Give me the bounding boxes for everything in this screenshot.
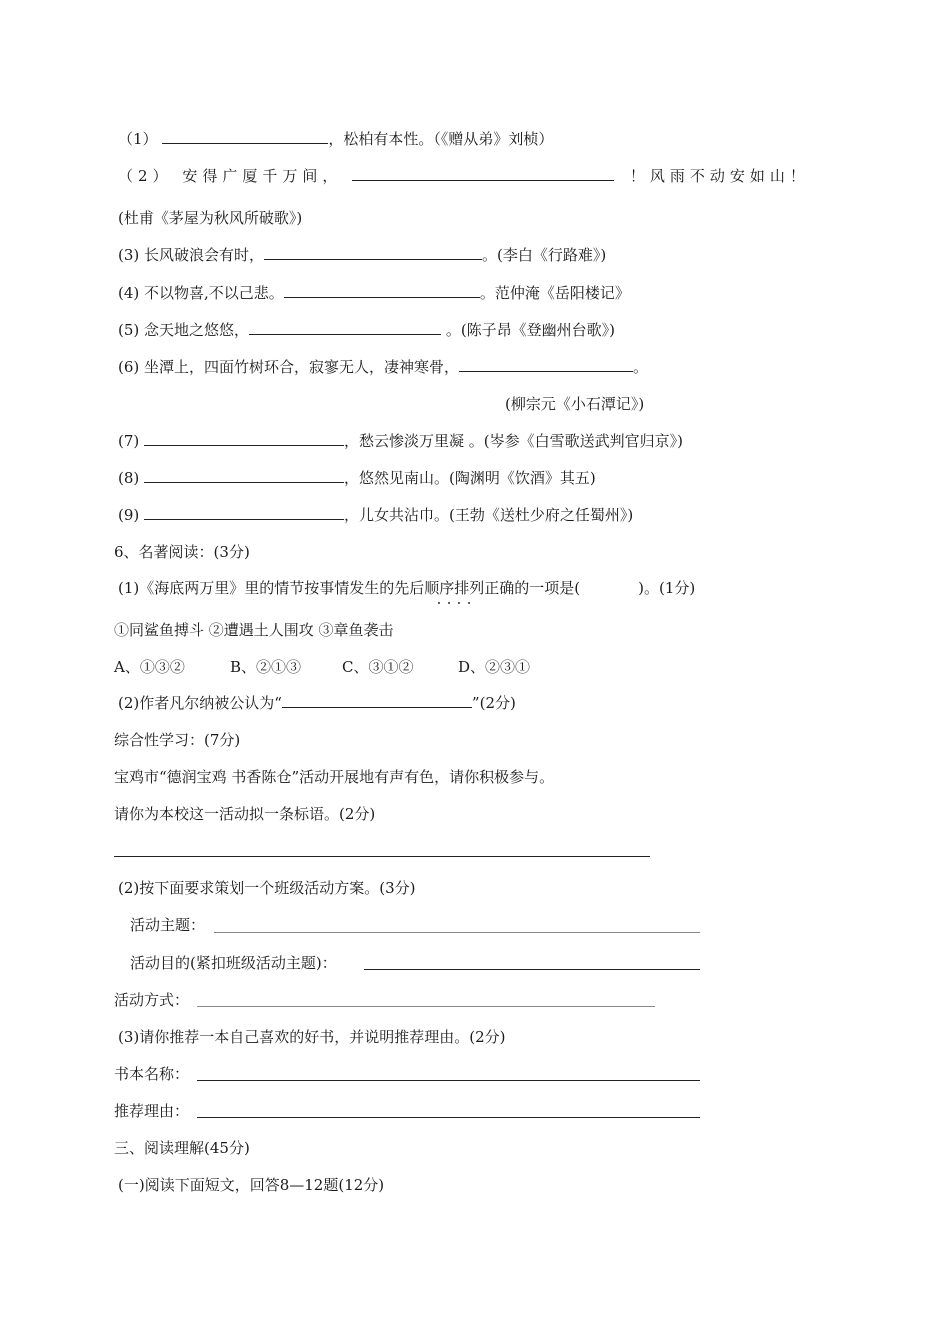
book-answer-line[interactable] — [197, 1080, 700, 1081]
poem-text: 安得广厦千万间， — [182, 167, 343, 185]
question-text: (2)作者凡尔纳被公认为“ — [118, 694, 282, 712]
answer-blank[interactable] — [144, 431, 344, 446]
answer-blank[interactable] — [144, 505, 344, 520]
poem-text: ，松柏有本性。（《赠从弟》刘桢） — [328, 130, 554, 148]
plan-prompt: (2)按下面要求策划一个班级活动方案。(3分) — [118, 879, 416, 897]
reason-answer-line[interactable] — [197, 1117, 700, 1118]
answer-blank[interactable] — [459, 357, 633, 372]
option-c[interactable]: C、③①② — [342, 658, 414, 676]
poem-line-7 — [118, 431, 683, 451]
section-3-sub: (一)阅读下面短文，回答8—12题(12分) — [118, 1176, 385, 1194]
item-number: (9) — [118, 506, 140, 524]
theme-answer-line[interactable] — [214, 932, 700, 933]
poem-text: 坐潭上，四面竹树环合，寂寥无人，凄神寒骨， — [144, 358, 460, 376]
poem-text: 长风破浪会有时， — [144, 246, 265, 264]
poem-line-3 — [118, 245, 606, 265]
recommend-prompt: (3)请你推荐一本自己喜欢的好书，并说明推荐理由。(2分) — [118, 1028, 506, 1046]
poem-text: ，儿女共沾巾。(王勃《送杜少府之任蜀州》) — [344, 506, 634, 524]
poem-line-6 — [118, 357, 648, 377]
option-b[interactable]: B、②①③ — [230, 658, 302, 676]
question-text: )。(1分) — [638, 579, 696, 597]
purpose-answer-line[interactable] — [364, 969, 700, 970]
question-text: (1)《海底两万里》里的情节按事情发生的先后顺序排列正确的一项是( — [118, 579, 581, 597]
answer-blank[interactable] — [144, 468, 344, 483]
activity-intro: 宝鸡市“德润宝鸡 书香陈仓”活动开展地有声有色，请你积极参与。 — [114, 768, 555, 786]
options-row — [114, 657, 530, 677]
question-6-1 — [118, 578, 695, 598]
poem-line-9 — [118, 505, 633, 525]
emphasis-dot — [438, 602, 440, 604]
poem-line-1 — [118, 129, 553, 149]
poem-text: 。(李白《行路难》) — [482, 246, 607, 264]
poem-text: 。(陈子昂《登幽州台歌》) — [441, 321, 616, 339]
reason-label: 推荐理由： — [114, 1102, 190, 1120]
book-label: 书本名称： — [114, 1065, 190, 1083]
item-number: (5) — [118, 321, 140, 339]
item-number: (8) — [118, 469, 140, 487]
answer-blank[interactable] — [162, 129, 328, 144]
poem-line-8 — [118, 468, 596, 488]
answer-blank[interactable] — [249, 320, 441, 335]
emphasis-dot — [448, 602, 450, 604]
answer-blank[interactable] — [264, 245, 482, 260]
poem-source: (柳宗元《小石潭记》) — [505, 395, 645, 413]
slogan-prompt: 请你为本校这一活动拟一条标语。(2分) — [114, 805, 376, 823]
poem-text: 念天地之悠悠， — [144, 321, 250, 339]
item-number: (7) — [118, 432, 140, 450]
poem-line-5 — [118, 320, 615, 340]
theme-label: 活动主题： — [130, 916, 206, 934]
poem-line-2 — [118, 166, 810, 186]
emphasis-dot — [458, 602, 460, 604]
answer-blank[interactable] — [282, 693, 472, 708]
question-6-title: 6、名著阅读：(3分) — [114, 543, 250, 561]
question-6-2 — [118, 693, 516, 713]
poem-text: 不以物喜,不以己悲。 — [144, 284, 284, 302]
item-number: （1） — [118, 130, 158, 148]
method-label: 活动方式： — [114, 991, 190, 1009]
poem-text: ，愁云惨淡万里凝 。(岑参《白雪歌送武判官归京》) — [344, 432, 684, 450]
option-a[interactable]: A、①③② — [114, 658, 185, 676]
answer-blank[interactable] — [284, 283, 480, 298]
plot-items: ①同鲨鱼搏斗 ②遭遇土人围攻 ③章鱼袭击 — [114, 621, 394, 639]
method-answer-line[interactable] — [197, 1006, 655, 1007]
option-d[interactable]: D、②③① — [458, 658, 531, 676]
poem-text: 。 — [633, 358, 649, 376]
poem-source: (杜甫《茅屋为秋风所破歌》) — [118, 209, 303, 227]
purpose-label: 活动目的(紧扣班级活动主题)： — [130, 954, 337, 972]
answer-blank[interactable] — [352, 166, 614, 181]
poem-text: ，悠然见南山。(陶渊明《饮酒》其五) — [344, 469, 596, 487]
section-3-title: 三、阅读理解(45分) — [114, 1139, 250, 1157]
item-number: (3) — [118, 246, 140, 264]
item-number: (6) — [118, 358, 140, 376]
poem-line-4 — [118, 283, 630, 303]
poem-text: 。范仲淹《岳阳楼记》 — [479, 284, 630, 302]
question-text: ”(2分) — [471, 694, 516, 712]
item-number: (4) — [118, 284, 140, 302]
emphasis-dot — [468, 602, 470, 604]
slogan-answer-line[interactable] — [114, 856, 650, 857]
emphasis-dots — [434, 596, 474, 604]
question-7-title: 综合性学习：(7分) — [114, 731, 241, 749]
item-number: （2） — [118, 167, 173, 185]
poem-text: ！风雨不动安如山！ — [629, 167, 810, 185]
